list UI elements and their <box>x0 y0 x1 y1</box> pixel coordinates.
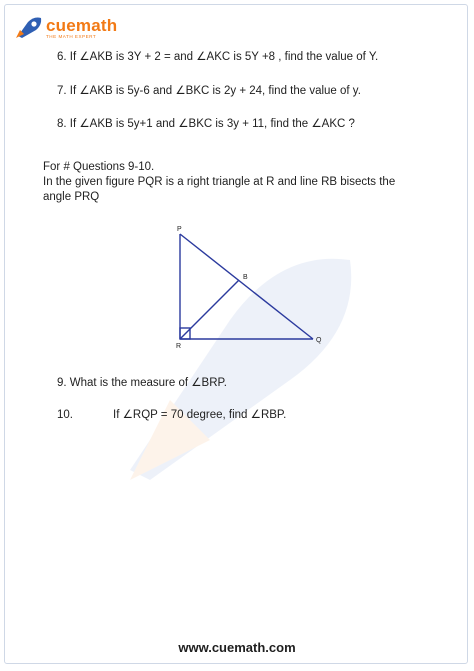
section-text-line-2: angle PRQ <box>43 191 100 203</box>
question-10 <box>57 408 286 423</box>
question-10-text: If ∠RQP = 70 degree, find ∠RBP. <box>113 409 287 421</box>
rocket-icon <box>14 16 44 40</box>
question-8: 8. If ∠AKB is 5y+1 and ∠BKC is 3y + 11, find the ∠AKC ? <box>57 118 355 130</box>
label-q: Q <box>316 337 322 344</box>
brand-tagline: THE MATH EXPERT <box>46 33 97 39</box>
question-9: 9. What is the measure of ∠BRP. <box>57 377 227 389</box>
section-heading: For # Questions 9-10. <box>43 161 155 173</box>
side-pq <box>180 234 313 339</box>
question-6: 6. If ∠AKB is 3Y + 2 = and ∠AKC is 5Y +8 , find the value of Y. <box>57 51 379 63</box>
label-p: P <box>177 226 182 233</box>
triangle-figure <box>170 222 330 352</box>
cuemath-logo <box>14 16 117 40</box>
footer-url[interactable]: www.cuemath.com <box>178 640 296 655</box>
brand-name: cuemath <box>46 15 118 35</box>
label-b: B <box>243 274 248 281</box>
label-r: R <box>176 343 182 350</box>
section-text-line-1: In the given figure PQR is a right triangle at R and line RB bisects the <box>43 176 396 188</box>
question-7: 7. If ∠AKB is 5y-6 and ∠BKC is 2y + 24, find the value of y. <box>57 85 361 97</box>
bisector-rb <box>180 280 239 339</box>
question-10-number: 10. <box>57 409 73 421</box>
